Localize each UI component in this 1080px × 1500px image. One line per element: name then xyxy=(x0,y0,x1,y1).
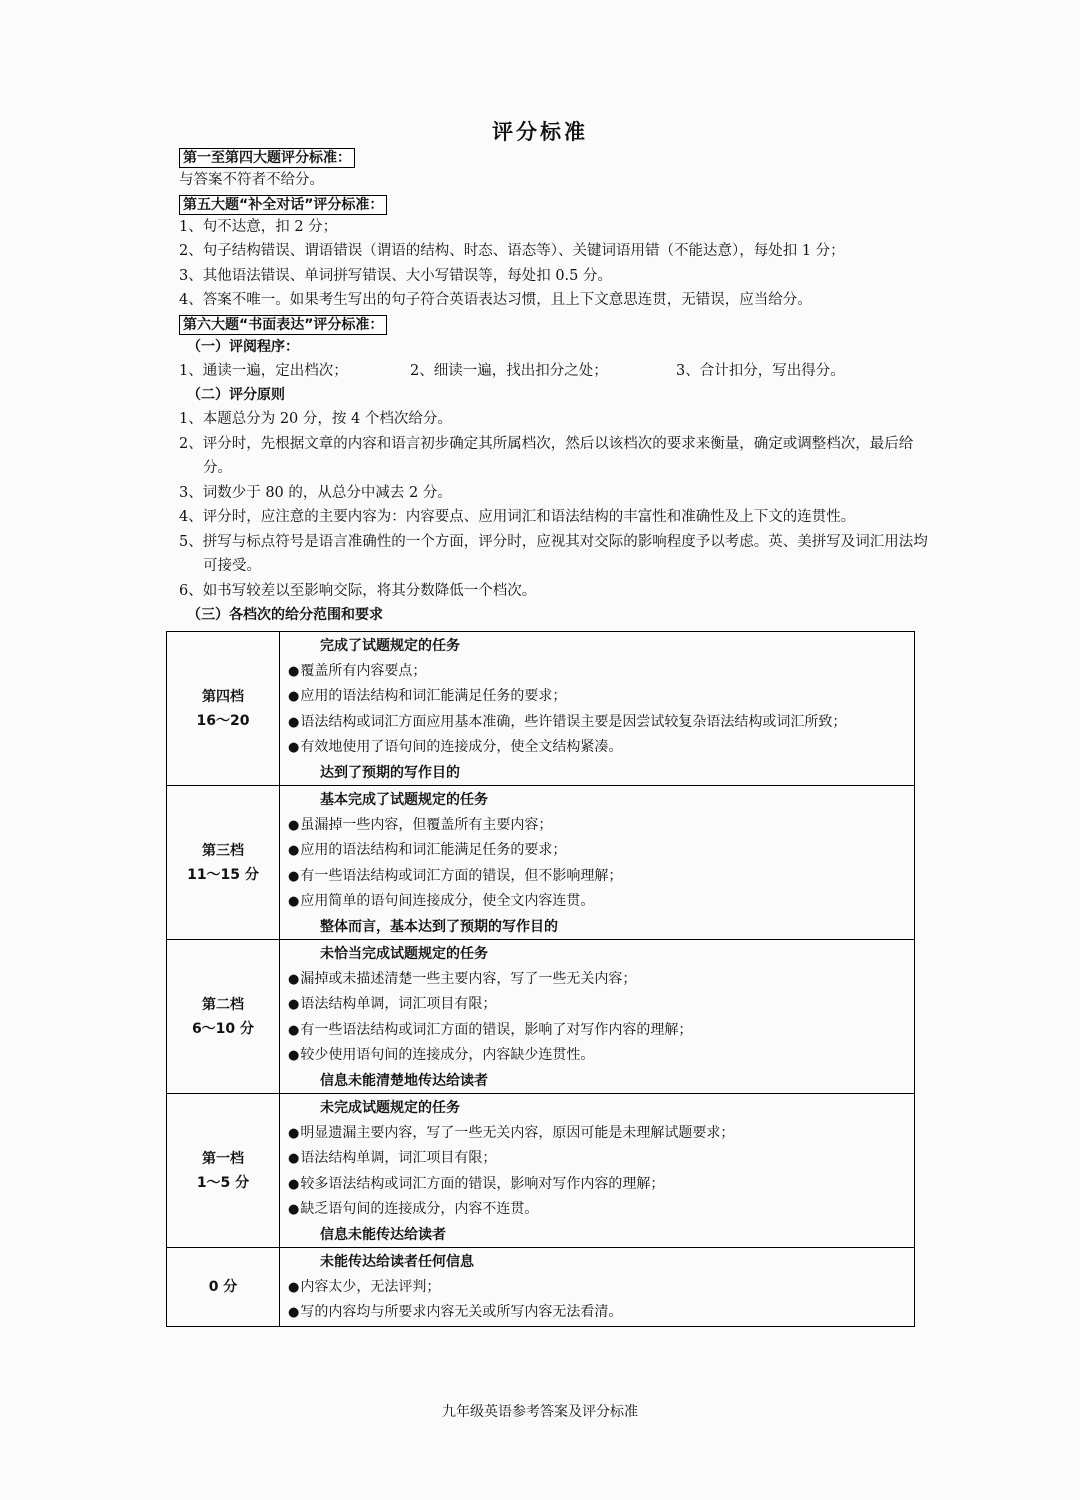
bullet-icon: ● xyxy=(288,1279,300,1295)
grade-criterion-text: 内容太少，无法评判； xyxy=(300,1278,441,1295)
grade-criterion xyxy=(288,889,914,915)
grade-range: 6～10 分 xyxy=(191,1020,255,1037)
grade-criterion xyxy=(288,1018,914,1044)
grade-range: 11～15 分 xyxy=(187,866,259,883)
rule-item: 4、答案不唯一。如果考生写出的句子符合英语表达习惯，且上下文意思连贯，无错误，应当给分。 xyxy=(179,292,812,308)
grade-summary: 未恰当完成试题规定的任务 xyxy=(320,946,488,962)
grade-criterion xyxy=(288,864,914,890)
grade-criterion-text: 漏掉或未描述清楚一些主要内容，写了一些无关内容； xyxy=(300,970,637,987)
grade-range: 16～20 xyxy=(196,712,250,729)
section-heading-6: 第六大题“书面表达”评分标准： xyxy=(179,315,387,335)
bullet-icon: ● xyxy=(288,689,300,704)
grade-criterion-text: 虽漏掉一些内容，但覆盖所有主要内容； xyxy=(300,816,553,833)
grade-criterion xyxy=(288,1300,914,1326)
grade-summary: 未能传达给读者任何信息 xyxy=(320,1254,474,1270)
grades-table xyxy=(166,631,915,1327)
bullet-icon: ● xyxy=(288,868,300,884)
grade-summary: 基本完成了试题规定的任务 xyxy=(320,792,488,808)
grade-criterion-text: 写的内容均与所要求内容无关或所写内容无法看清。 xyxy=(300,1304,623,1320)
grade-criterion xyxy=(288,992,914,1018)
grade-level-cell xyxy=(167,1094,280,1248)
grade-level-cell xyxy=(167,1248,280,1327)
grade-conclusion: 信息未能清楚地传达给读者 xyxy=(320,1072,488,1089)
grade-level-cell xyxy=(167,786,280,940)
grade-criterion-text: 较少使用语句间的连接成分，内容缺少连贯性。 xyxy=(300,1047,595,1063)
bullet-icon: ● xyxy=(288,1022,300,1038)
grade-criterion-text: 缺乏语句间的连接成分，内容不连贯。 xyxy=(300,1201,539,1217)
bullet-icon: ● xyxy=(288,663,300,679)
bullet-icon: ● xyxy=(288,740,300,755)
grade-criterion-text: 语法结构或词汇方面应用基本准确，些许错误主要是因尝试较复杂语法结构或词汇所致； xyxy=(300,713,847,730)
procedure-step: 2、细读一遍，找出扣分之处； xyxy=(410,362,608,379)
principles-title: （二）评分原则 xyxy=(187,387,285,403)
grade-row xyxy=(167,1248,915,1327)
rule-item: 3、其他语法错误、单词拼写错误、大小写错误等，每处扣 0.5 分。 xyxy=(179,267,613,284)
grade-criterion-text: 明显遗漏主要内容，写了一些无关内容，原因可能是未理解试题要求； xyxy=(300,1124,735,1141)
grade-criterion-text: 应用的语法结构和词汇能满足任务的要求； xyxy=(300,688,567,704)
grade-row xyxy=(167,632,915,786)
grade-description-cell xyxy=(280,632,915,786)
principle-item: 3、词数少于 80 的，从总分中减去 2 分。 xyxy=(179,484,452,501)
bullet-icon: ● xyxy=(288,997,300,1012)
grade-criterion-text: 语法结构单调，词汇项目有限； xyxy=(300,996,497,1012)
principle-item: 1、本题总分为 20 分，按 4 个档次给分。 xyxy=(179,411,452,427)
grade-description-cell xyxy=(280,1248,915,1327)
grade-criterion-text: 较多语法结构或词汇方面的错误，影响对写作内容的理解； xyxy=(300,1175,665,1192)
grade-criterion-text: 有效地使用了语句间的连接成分，使全文结构紧凑。 xyxy=(300,739,623,755)
grade-description-cell xyxy=(280,1094,915,1248)
grade-criterion xyxy=(288,659,914,685)
grade-criterion xyxy=(288,1275,914,1301)
procedure-step: 3、合计扣分，写出得分。 xyxy=(676,362,845,379)
bullet-icon: ● xyxy=(288,1305,300,1320)
bullet-icon: ● xyxy=(288,1176,300,1192)
grade-row xyxy=(167,786,915,940)
grade-criterion xyxy=(288,1197,914,1223)
grade-level-cell xyxy=(167,632,280,786)
grade-criterion-text: 应用的语法结构和词汇能满足任务的要求； xyxy=(300,842,567,858)
grade-level: 0 分 xyxy=(208,1278,238,1295)
procedure-steps xyxy=(179,359,939,384)
rule-item: 1、句不达意，扣 2 分； xyxy=(179,218,338,235)
procedure-step: 1、通读一遍，定出档次； xyxy=(179,362,348,379)
grade-description-cell xyxy=(280,786,915,940)
grade-criterion xyxy=(288,735,914,761)
grade-conclusion: 达到了预期的写作目的 xyxy=(320,764,460,781)
grade-criterion-text: 有一些语法结构或词汇方面的错误，影响了对写作内容的理解； xyxy=(300,1021,693,1038)
grade-level: 第四档 xyxy=(202,688,244,705)
grade-criterion xyxy=(288,1146,914,1172)
bullet-icon: ● xyxy=(288,1048,300,1063)
section-heading-5: 第五大题“补全对话”评分标准： xyxy=(179,195,387,215)
grade-criterion xyxy=(288,1043,914,1069)
rule-item: 2、句子结构错误、谓语错误（谓语的结构、时态、语态等）、关键词语用错（不能达意），每处扣 1 分； xyxy=(179,243,845,259)
bullet-icon: ● xyxy=(288,1151,300,1166)
grade-level-cell xyxy=(167,940,280,1094)
grade-criterion-text: 语法结构单调，词汇项目有限； xyxy=(300,1150,497,1166)
procedure-title: （一）评阅程序： xyxy=(187,338,299,355)
page-footer: 九年级英语参考答案及评分标准 xyxy=(442,1404,638,1420)
principle-item: 2、评分时，先根据文章的内容和语言初步确定其所属档次，然后以该档次的要求来衡量，确定或调整档次，最后给分。 xyxy=(179,435,914,476)
grade-criterion xyxy=(288,1172,914,1198)
grade-description-cell xyxy=(280,940,915,1094)
principle-item: 5、拼写与标点符号是语言准确性的一个方面，评分时，应视其对交际的影响程度予以考虑。英、美拼写及词汇用法均可接受。 xyxy=(179,533,928,574)
section-heading-1-4: 第一至第四大题评分标准： xyxy=(179,148,355,168)
grade-criterion-text: 应用简单的语句间连接成分，使全文内容连贯。 xyxy=(300,893,595,909)
bullet-icon: ● xyxy=(288,843,300,858)
grades-title: （三）各档次的给分范围和要求 xyxy=(187,607,383,623)
grade-row xyxy=(167,940,915,1094)
principle-item: 4、评分时，应注意的主要内容为：内容要点、应用词汇和语法结构的丰富性和准确性及上下文的连贯性。 xyxy=(179,509,856,525)
grade-criterion xyxy=(288,710,914,736)
page-title: 评分标准 xyxy=(492,120,588,144)
grade-criterion xyxy=(288,813,914,839)
grade-level: 第一档 xyxy=(202,1150,244,1167)
grade-criterion xyxy=(288,838,914,864)
bullet-icon: ● xyxy=(288,714,300,730)
grade-summary: 完成了试题规定的任务 xyxy=(320,638,460,654)
section-text-1-4: 与答案不符者不给分。 xyxy=(179,172,324,188)
bullet-icon: ● xyxy=(288,1125,300,1141)
grade-range: 1～5 分 xyxy=(196,1174,250,1191)
bullet-icon: ● xyxy=(288,817,300,833)
grade-criterion-text: 覆盖所有内容要点； xyxy=(300,662,427,679)
bullet-icon: ● xyxy=(288,1202,300,1217)
principle-item: 6、如书写较差以至影响交际，将其分数降低一个档次。 xyxy=(179,582,537,599)
grade-criterion xyxy=(288,1121,914,1147)
grade-summary: 未完成试题规定的任务 xyxy=(320,1100,460,1116)
grade-row xyxy=(167,1094,915,1248)
grade-level: 第三档 xyxy=(202,842,244,859)
document-body xyxy=(179,146,939,627)
grade-criterion xyxy=(288,684,914,710)
grade-conclusion: 整体而言，基本达到了预期的写作目的 xyxy=(320,918,558,935)
grade-level: 第二档 xyxy=(202,996,244,1013)
grade-conclusion: 信息未能传达给读者 xyxy=(320,1226,446,1243)
bullet-icon: ● xyxy=(288,894,300,909)
grade-criterion xyxy=(288,967,914,993)
bullet-icon: ● xyxy=(288,971,300,987)
grade-criterion-text: 有一些语法结构或词汇方面的错误，但不影响理解； xyxy=(300,867,623,884)
